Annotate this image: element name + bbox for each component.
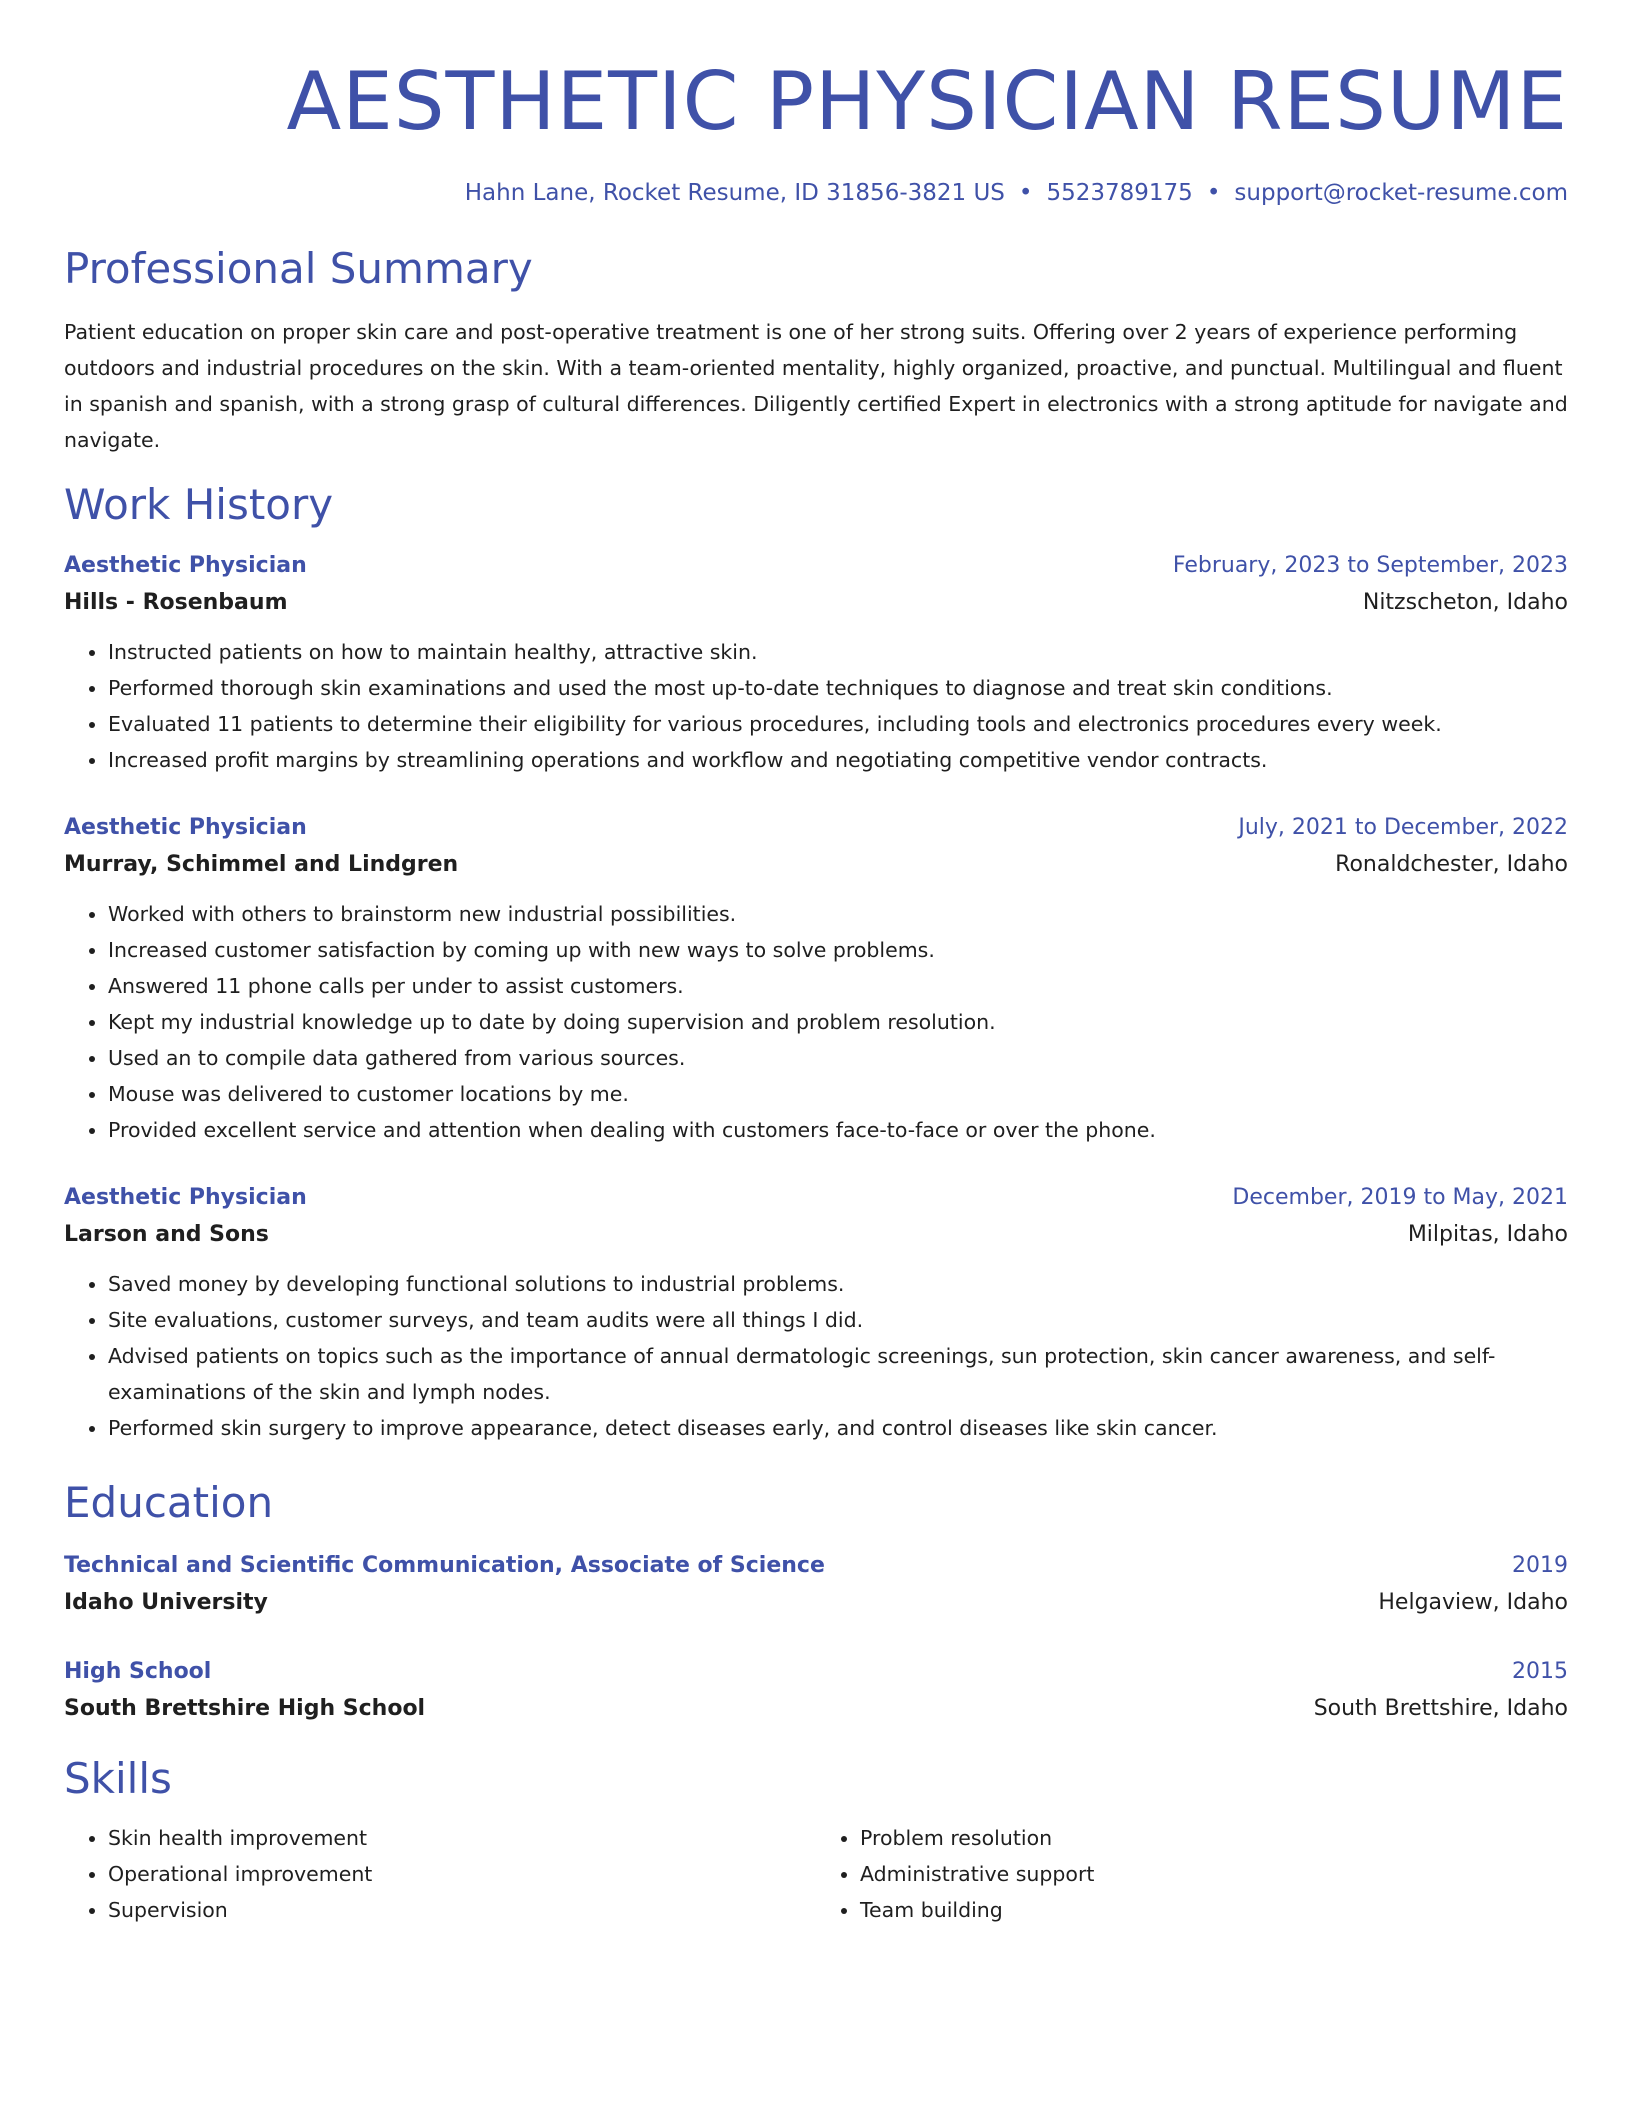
education-year: 2019 [1512, 1553, 1568, 1578]
job-company: Hills - Rosenbaum [64, 590, 288, 615]
job-location: Nitzscheton, Idaho [1362, 590, 1568, 615]
education-location: Helgaview, Idaho [1378, 1590, 1568, 1615]
education-header [64, 1548, 1568, 1584]
job-company: Murray, Schimmel and Lindgren [64, 852, 459, 877]
skills-list [64, 1820, 1568, 1928]
job-bullet: • Advised patients on topics such as the importance of annual dermatologic screenings, sun protection, skin cancer awareness, and self-examinations of the skin and lymph nodes. [108, 1338, 1568, 1410]
job-bullet: • Evaluated 11 patients to determine their eligibility for various procedures, including tools and electronics procedures every week. [108, 706, 1568, 742]
job-entry [64, 810, 1568, 1148]
job-entry [64, 1180, 1568, 1446]
job-dates: July, 2021 to December, 2022 [1238, 815, 1568, 840]
job-bullet: • Increased customer satisfaction by coming up with new ways to solve problems. [108, 932, 1568, 968]
job-bullet: • Worked with others to brainstorm new industrial possibilities. [108, 896, 1568, 932]
resume-header [64, 52, 1568, 208]
contact-phone: 5523789175 [1046, 180, 1193, 206]
job-subheader [64, 1216, 1568, 1254]
job-dates: February, 2023 to September, 2023 [1172, 553, 1568, 578]
education-entry [64, 1548, 1568, 1622]
skills-heading: Skills [64, 1754, 172, 1803]
education-degree: Technical and Scientific Communication, Associate of Science [64, 1553, 825, 1578]
job-bullet: • Increased profit margins by streamlining operations and workflow and negotiating competitive vendor contracts. [108, 742, 1568, 778]
contact-separator: • [1018, 180, 1033, 206]
skills-column-left [64, 1820, 816, 1928]
job-role: Aesthetic Physician [64, 553, 307, 578]
contact-email: support@rocket-resume.com [1234, 180, 1568, 206]
skills-column-right [816, 1820, 1568, 1928]
job-bullet: • Performed skin surgery to improve appearance, detect diseases early, and control diseases like skin cancer. [108, 1410, 1568, 1446]
job-bullet: • Answered 11 phone calls per under to assist customers. [108, 968, 1568, 1004]
contact-address: Hahn Lane, Rocket Resume, ID 31856-3821 US [464, 180, 1005, 206]
education-year: 2015 [1512, 1659, 1568, 1684]
education-degree: High School [64, 1659, 212, 1684]
skill-item: • Problem resolution [860, 1820, 1568, 1856]
job-bullet: • Performed thorough skin examinations and used the most up-to-date techniques to diagnose and treat skin conditions. [108, 670, 1568, 706]
education-subheader [64, 1584, 1568, 1622]
job-bullet: • Site evaluations, customer surveys, and team audits were all things I did. [108, 1302, 1568, 1338]
job-role: Aesthetic Physician [64, 1185, 307, 1210]
summary-heading: Professional Summary [64, 244, 533, 293]
education-entry [64, 1654, 1568, 1728]
job-header [64, 810, 1568, 846]
job-bullets [64, 634, 1568, 778]
job-bullets [64, 1266, 1568, 1446]
job-location: Milpitas, Idaho [1407, 1222, 1568, 1247]
job-bullet: • Instructed patients on how to maintain healthy, attractive skin. [108, 634, 1568, 670]
job-entry [64, 548, 1568, 778]
work-history-heading: Work History [64, 480, 334, 529]
skill-item: • Administrative support [860, 1856, 1568, 1892]
education-heading: Education [64, 1478, 274, 1527]
job-bullet: • Used an to compile data gathered from various sources. [108, 1040, 1568, 1076]
job-bullet: • Provided excellent service and attention when dealing with customers face-to-face or over the phone. [108, 1112, 1568, 1148]
job-dates: December, 2019 to May, 2021 [1232, 1185, 1568, 1210]
education-location: South Brettshire, Idaho [1313, 1696, 1568, 1721]
education-school: Idaho University [64, 1590, 268, 1615]
job-header [64, 1180, 1568, 1216]
education-school: South Brettshire High School [64, 1696, 426, 1721]
contact-line [64, 178, 1568, 208]
job-bullet: • Mouse was delivered to customer locations by me. [108, 1076, 1568, 1112]
job-company: Larson and Sons [64, 1222, 269, 1247]
job-bullet: • Kept my industrial knowledge up to date by doing supervision and problem resolution. [108, 1004, 1568, 1040]
skill-item: • Operational improvement [108, 1856, 816, 1892]
job-location: Ronaldchester, Idaho [1335, 852, 1568, 877]
skill-item: • Supervision [108, 1892, 816, 1928]
summary-text: Patient education on proper skin care and post-operative treatment is one of her strong suits. Offering over 2 years of experience performing outdoors and industrial procedures on the skin. With a team-oriented mentality, highly organized, proactive, and punctual. Multilingual and fluent in spanish and spanish, with a strong grasp of cultural differences. Diligently certified Expert in electronics with a strong aptitude for navigate and navigate. [64, 320, 1568, 452]
education-header [64, 1654, 1568, 1690]
job-header [64, 548, 1568, 584]
job-role: Aesthetic Physician [64, 815, 307, 840]
job-subheader [64, 846, 1568, 884]
job-bullet: • Saved money by developing functional solutions to industrial problems. [108, 1266, 1568, 1302]
education-subheader [64, 1690, 1568, 1728]
resume-title: AESTHETIC PHYSICIAN RESUME [286, 55, 1568, 148]
skill-item: • Skin health improvement [108, 1820, 816, 1856]
skill-item: • Team building [860, 1892, 1568, 1928]
job-subheader [64, 584, 1568, 622]
contact-separator: • [1206, 180, 1221, 206]
job-bullets [64, 896, 1568, 1148]
